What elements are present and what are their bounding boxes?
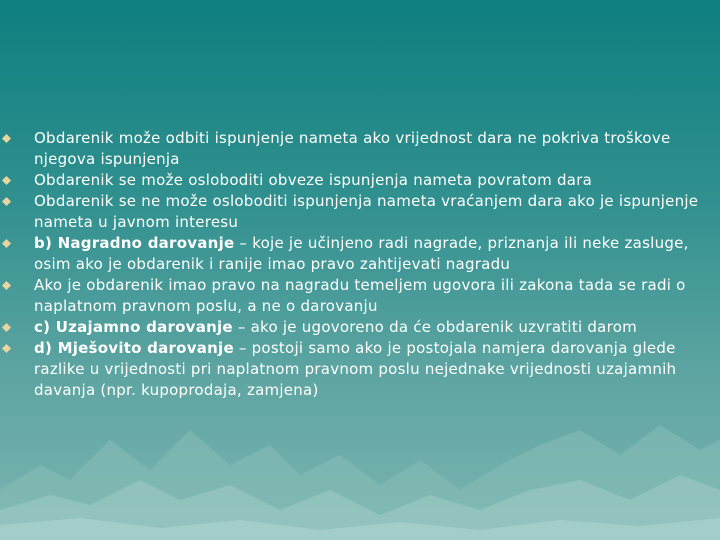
item-text: Obdarenik se ne može osloboditi ispunjenja nameta vraćanjem dara ako je ispunjenje nameta u javnom interesu: [34, 192, 699, 231]
item-text: Obdarenik može odbiti ispunjenje nameta ako vrijednost dara ne pokriva troškove njegova ispunjenja: [34, 129, 671, 168]
list-item: [22, 233, 702, 275]
diamond-bullet-icon: [2, 239, 11, 248]
list-item: [22, 317, 702, 338]
item-text: – ako je ugovoreno da će obdarenik uzvratiti darom: [232, 318, 637, 336]
item-text: Ako je obdarenik imao pravo na nagradu temeljem ugovora ili zakona tada se radi o naplatnom pravnom poslu, a ne o darovanju: [34, 276, 686, 315]
diamond-bullet-icon: [2, 323, 11, 332]
list-item: [22, 128, 702, 170]
bullet-list: [22, 128, 702, 401]
diamond-bullet-icon: [2, 134, 11, 143]
item-lead: d) Mješovito darovanje: [34, 339, 234, 357]
diamond-bullet-icon: [2, 344, 11, 353]
list-item: [22, 191, 702, 233]
diamond-bullet-icon: [2, 176, 11, 185]
item-lead: c) Uzajamno darovanje: [34, 318, 233, 336]
diamond-bullet-icon: [2, 197, 11, 206]
list-item: [22, 338, 702, 401]
item-text: – koje je učinjeno radi nagrade, priznanja ili neke zasluge, osim ako je obdarenik i ranije imao pravo zahtijevati nagradu: [34, 234, 689, 273]
item-text: Obdarenik se može osloboditi obveze ispunjenja nameta povratom dara: [34, 171, 593, 189]
diamond-bullet-icon: [2, 281, 11, 290]
list-item: [22, 170, 702, 191]
item-lead: b) Nagradno darovanje: [34, 234, 235, 252]
item-text: – postoji samo ako je postojala namjera darovanja glede razlike u vrijednosti pri naplatnom pravnom poslu nejednake vrijednosti uzajamnih davanja (npr. kupoprodaja, zamjena): [34, 339, 677, 399]
list-item: [22, 275, 702, 317]
